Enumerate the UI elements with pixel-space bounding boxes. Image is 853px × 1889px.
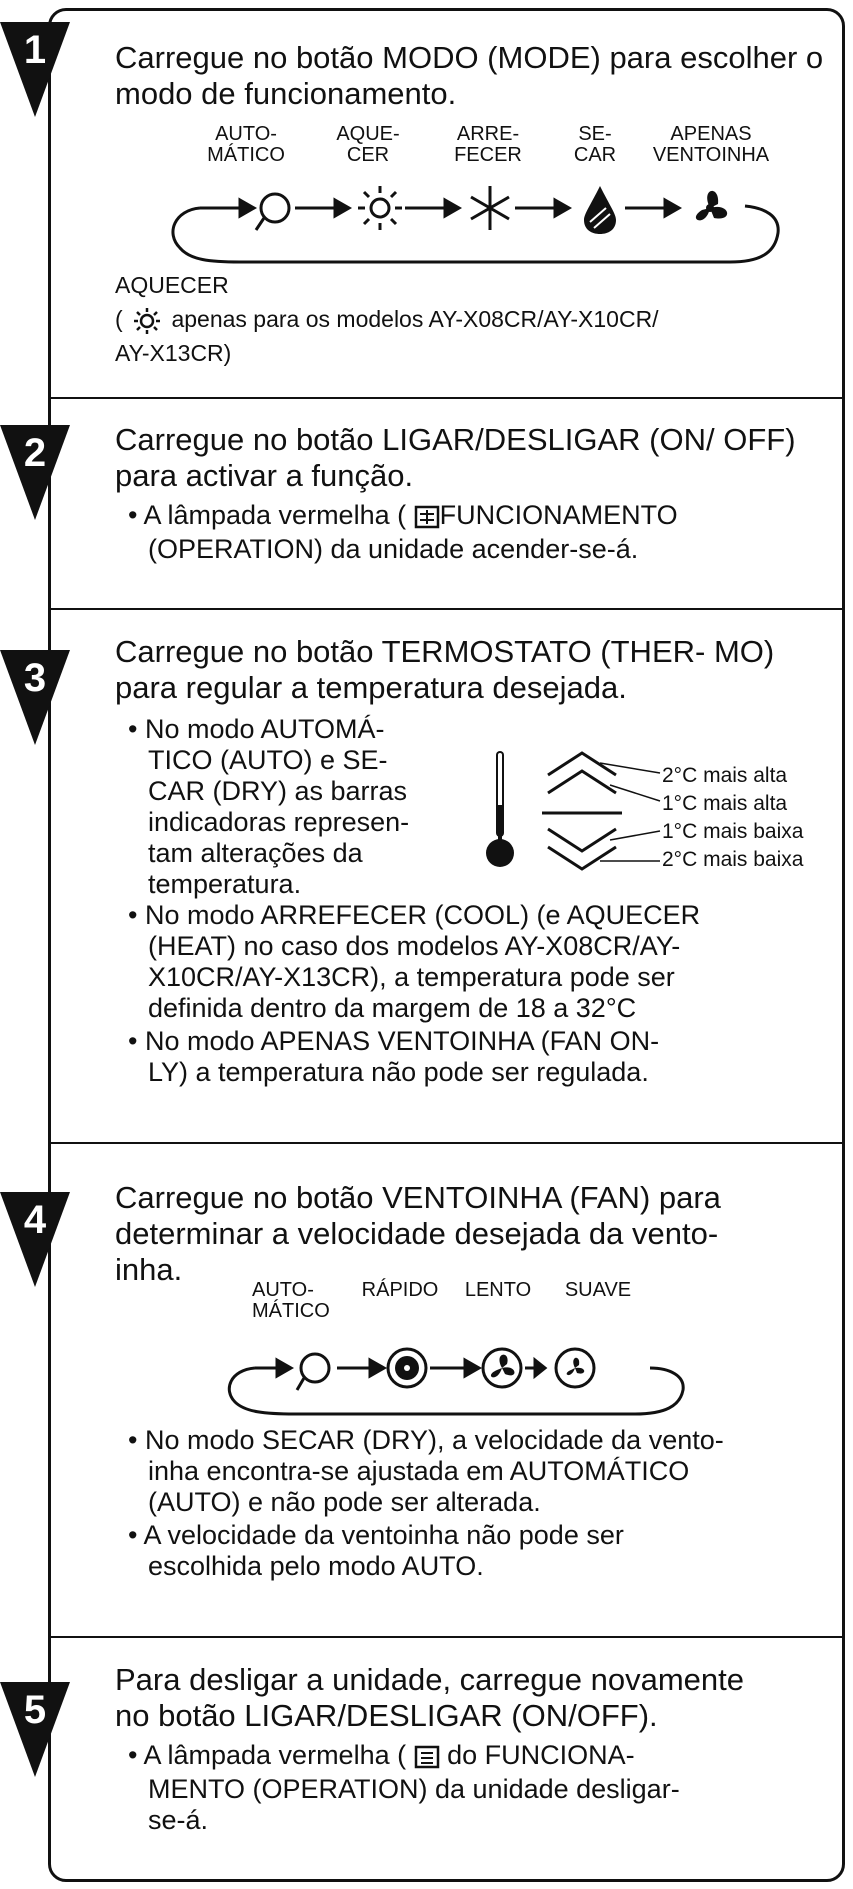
step-number: 5 xyxy=(23,1688,47,1732)
step-1-marker xyxy=(0,22,70,132)
temperature-diagram xyxy=(480,745,690,875)
mode-label-cool: ARRE- FECER xyxy=(454,123,522,166)
snowflake-icon xyxy=(471,186,509,230)
step-3-bullet-2: • No modo ARREFECER (COOL) (e AQUECER (HEAT) no caso dos modelos AY-X08CR/AY- X10CR/AY-X13CR), a temperatura pode ser definida dentro da margem de 18 a 32°C xyxy=(128,900,848,1024)
thermometer-icon xyxy=(486,755,514,867)
auto-icon xyxy=(297,1354,329,1390)
speed-label-slow: LENTO xyxy=(464,1279,532,1301)
fan-soft-icon xyxy=(556,1349,594,1387)
mode-label-dry: SE- CAR xyxy=(573,123,617,166)
operation-lamp-icon xyxy=(414,505,440,529)
mode-cycle-diagram xyxy=(160,178,800,268)
mode-label-auto: AUTO- MÁTICO xyxy=(207,123,285,166)
heat-note-cont: AY-X13CR) xyxy=(115,340,232,366)
divider xyxy=(48,397,845,399)
step-4-bullet-1: • No modo SECAR (DRY), a velocidade da vento- inha encontra-se ajustada em AUTOMÁTICO (AUTO) e não pode ser alterada. xyxy=(128,1425,848,1518)
speed-label-fast: RÁPIDO xyxy=(361,1279,439,1301)
speed-label-soft: SUAVE xyxy=(564,1279,632,1301)
fan-icon xyxy=(696,191,727,221)
step-5-bullet: • A lâmpada vermelha ( do FUNCIONA- xyxy=(128,1740,848,1771)
step-4-bullet-2: • A velocidade da ventoinha não pode ser escolhida pelo modo AUTO. xyxy=(128,1520,848,1582)
divider xyxy=(48,1636,845,1638)
mode-label-fan: APENAS VENTOINHA xyxy=(652,123,770,166)
step-4-marker xyxy=(0,1192,70,1302)
step-3-marker xyxy=(0,650,70,760)
heat-note: ( apenas para os modelos AY-X08CR/AY-X10CR/ xyxy=(115,306,659,332)
step-2-marker xyxy=(0,425,70,535)
divider xyxy=(48,608,845,610)
step-5-heading: Para desligar a unidade, carregue novamente no botão LIGAR/DESLIGAR (ON/OFF). xyxy=(115,1662,745,1733)
fan-speed-cycle-diagram xyxy=(215,1340,695,1420)
fan-high-icon xyxy=(388,1349,426,1387)
step-3-bullet-1: • No modo AUTOMÁ- TICO (AUTO) e SE- CAR (DRY) as barras indicadoras represen- tam alterações da temperatura. xyxy=(128,714,488,900)
step-number: 3 xyxy=(23,656,47,700)
speed-label-auto: AUTO- MÁTICO xyxy=(252,1279,330,1322)
step-number: 4 xyxy=(23,1198,47,1242)
step-3-bullet-3: • No modo APENAS VENTOINHA (FAN ON- LY) a temperatura não pode ser regulada. xyxy=(128,1026,848,1088)
step-1-heading: Carregue no botão MODO (MODE) para escolher o modo de funcionamento. xyxy=(115,40,824,111)
operation-lamp-icon xyxy=(414,1745,440,1769)
fan-low-icon xyxy=(483,1349,521,1387)
step-5-bullet-cont: MENTO (OPERATION) da unidade desligar- se-á. xyxy=(148,1774,680,1835)
step-number: 2 xyxy=(23,431,47,475)
divider xyxy=(48,1142,845,1144)
step-number: 1 xyxy=(23,28,47,72)
temperature-bars-icon xyxy=(542,753,622,869)
mode-label-heat: AQUE- CER xyxy=(336,123,400,166)
sun-icon xyxy=(358,186,402,230)
step-5-marker xyxy=(0,1682,70,1792)
heat-note-title: AQUECER xyxy=(115,272,229,298)
temperature-labels: 2°C mais alta 1°C mais alta 1°C mais baixa 2°C mais baixa xyxy=(662,764,804,871)
step-2-bullet-cont: (OPERATION) da unidade acender-se-á. xyxy=(148,534,639,564)
step-2-heading: Carregue no botão LIGAR/DESLIGAR (ON/ OFF) para activar a função. xyxy=(115,422,796,493)
step-2-bullet: • A lâmpada vermelha ( FUNCIONAMENTO xyxy=(128,500,828,531)
step-4-heading: Carregue no botão VENTOINHA (FAN) para determinar a velocidade desejada da vento- inha. xyxy=(115,1180,721,1287)
sun-icon xyxy=(129,308,165,334)
auto-icon xyxy=(256,194,289,230)
step-3-heading: Carregue no botão TERMOSTATO (THER- MO) para regular a temperatura desejada. xyxy=(115,634,775,705)
drop-icon xyxy=(584,186,616,234)
